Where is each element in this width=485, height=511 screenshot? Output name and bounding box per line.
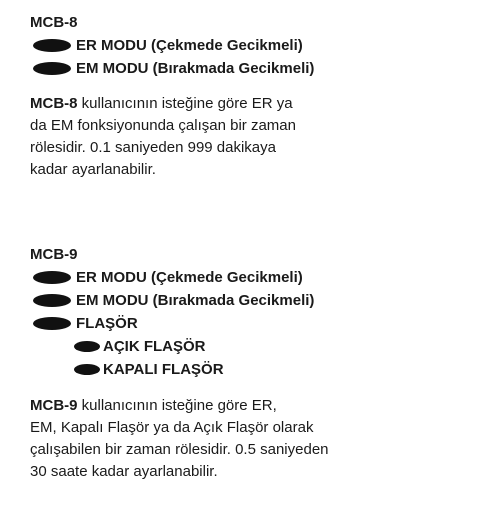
mode-label: EM MODU (Bırakmada Gecikmeli) [76, 292, 315, 309]
mode-label: EM MODU (Bırakmada Gecikmeli) [76, 60, 315, 77]
product-name: MCB-9 [30, 397, 78, 414]
mcb8-mode-er [30, 34, 460, 57]
description-line: kullanıcının isteğine göre ER ya [77, 95, 293, 112]
mcb8-description [30, 93, 460, 181]
mcb8-title: MCB-8 [30, 14, 78, 31]
bullet-icon [33, 294, 71, 307]
description-line: kullanıcının isteğine göre ER, [77, 397, 277, 414]
flasher-type-label: AÇIK FLAŞÖR [103, 338, 206, 355]
mode-label: ER MODU (Çekmede Gecikmeli) [76, 269, 303, 286]
bullet-icon [33, 317, 71, 330]
mcb9-description [30, 395, 460, 483]
bullet-icon [33, 39, 71, 52]
mcb9-flasher-closed [30, 358, 460, 381]
sub-bullet-icon [74, 364, 100, 375]
bullet-icon [33, 271, 71, 284]
description-line: kadar ayarlanabilir. [30, 161, 156, 178]
mcb8-mode-em [30, 57, 460, 80]
description-line: da EM fonksiyonunda çalışan bir zaman [30, 117, 296, 134]
description-line: EM, Kapalı Flaşör ya da Açık Flaşör olarak [30, 419, 314, 436]
description-line: rölesidir. 0.1 saniyeden 999 dakikaya [30, 139, 276, 156]
mcb9-mode-em [30, 289, 460, 312]
mcb9-title: MCB-9 [30, 246, 78, 263]
description-line: çalışabilen bir zaman rölesidir. 0.5 saniyeden [30, 441, 329, 458]
flasher-type-label: KAPALI FLAŞÖR [103, 361, 224, 378]
mcb9-flasher-open [30, 335, 460, 358]
description-line: 30 saate kadar ayarlanabilir. [30, 463, 218, 480]
mode-label: ER MODU (Çekmede Gecikmeli) [76, 37, 303, 54]
product-name: MCB-8 [30, 95, 78, 112]
sub-bullet-icon [74, 341, 100, 352]
mcb9-section [30, 244, 460, 483]
bullet-icon [33, 62, 71, 75]
mode-label: FLAŞÖR [76, 315, 138, 332]
mcb9-mode-flasher [30, 312, 460, 335]
mcb9-mode-er [30, 266, 460, 289]
mcb8-section [30, 12, 460, 181]
